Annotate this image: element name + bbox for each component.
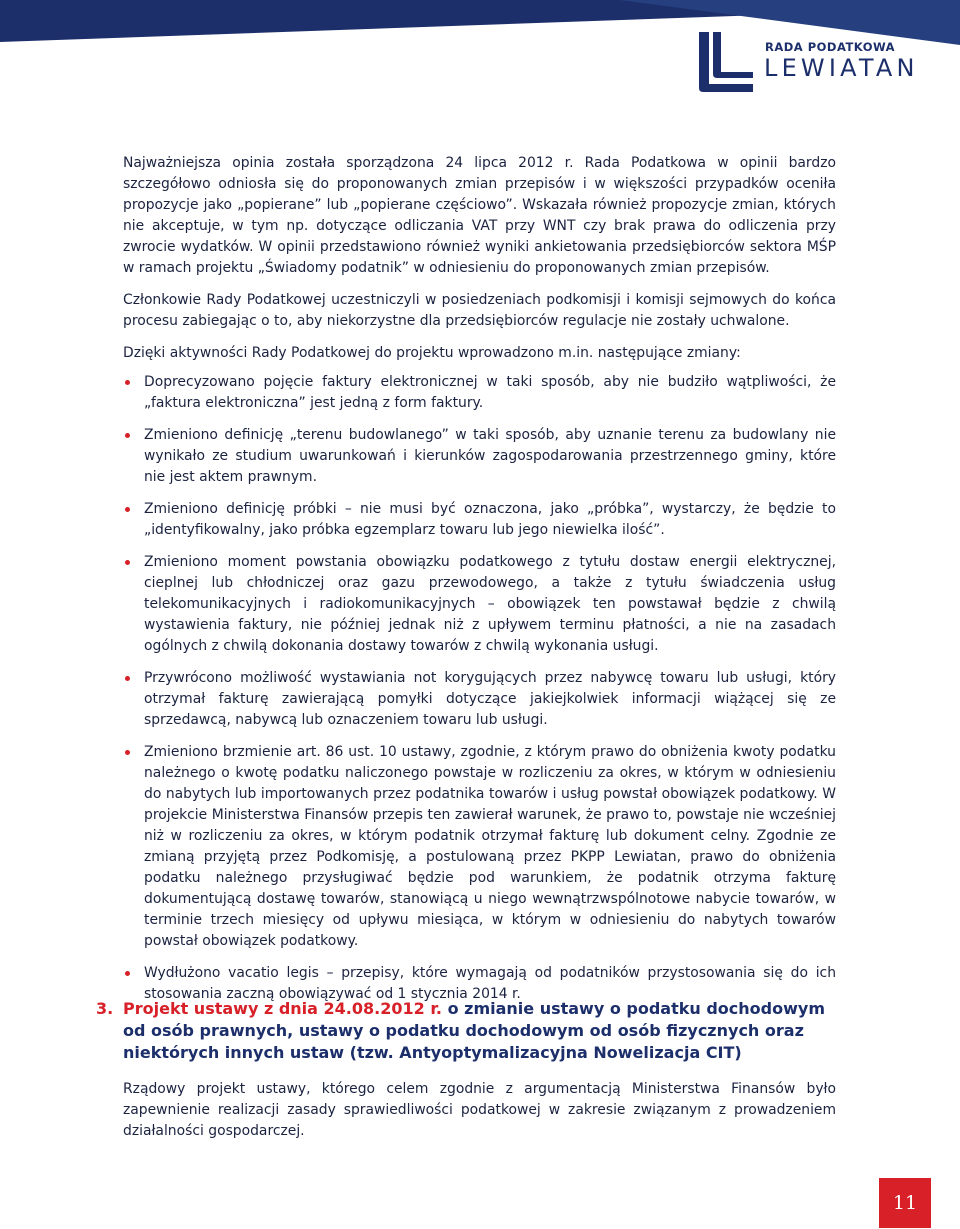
main-content (123, 153, 836, 1016)
page-number: 11 (879, 1178, 931, 1228)
logo-mark-icon (695, 30, 757, 94)
list-item: Zmieniono moment powstania obowiązku podatkowego z tytułu dostaw energii elektrycznej, cieplnej lub chłodniczej oraz gazu przewodowego, a także z tytułu świadczenia usług telekomunikacyjnych i radiokomunikacyjnych – obowiązek ten powstawał będzie z chwilą wystawienia faktury, nie później jednak niż z upływem terminu płatności, a nie na zasadach ogólnych z chwilą dokonania dostawy towarów z chwilą wykonania usługi. (123, 552, 836, 657)
section-title (123, 998, 836, 1064)
paragraph: Członkowie Rady Podatkowej uczestniczyli w posiedzeniach podkomisji i komisji sejmowych do końca procesu zabiegając o to, aby niekorzystne dla przedsiębiorców regulacje nie zostały uchwalone. (123, 292, 836, 329)
section-title-rest: o zmianie ustawy o podatku dochodowym od osób prawnych, ustawy o podatku dochodowym od osób fizycznych oraz niektórych innych ustaw (tzw. Antyoptymalizacyjna Nowelizacja CIT) (123, 999, 825, 1062)
logo-big-text: LEWIATAN (764, 54, 919, 82)
section-paragraph: Rządowy projekt ustawy, którego celem zgodnie z argumentacją Ministerstwa Finansów było zapewnienie realizacji zasady sprawiedliwości podatkowej w zakresie związanym z prowadzeniem działalności gospodarczej. (123, 1081, 836, 1139)
list-item: Zmieniono definicję „terenu budowlanego” w taki sposób, aby uznanie terenu za budowlany nie wynikało ze studium uwarunkowań i kierunków zagospodarowania przestrzennego gminy, które nie jest aktem prawnym. (123, 425, 836, 488)
paragraph: Najważniejsza opinia została sporządzona 24 lipca 2012 r. Rada Podatkowa w opinii bardzo szczegółowo odniosła się do proponowanych zmian przepisów i w większości przypadków oceniła propozycje jako „popierane” lub „popierane częściowo”. Wskazała również propozycje zmian, których nie akceptuje, w tym np. dotyczące odliczania VAT przy WNT czy brak prawa do odliczenia przy zwrocie wydatków. W opinii przedstawiono również wyniki ankietowania przedsiębiorców sektora MŚP w ramach projektu „Świadomy podatnik” w odniesieniu do proponowanych zmian przepisów. (123, 155, 836, 276)
list-item: Zmieniono brzmienie art. 86 ust. 10 ustawy, zgodnie, z którym prawo do obniżenia kwoty podatku należnego o kwotę podatku naliczonego powstaje w rozliczeniu za okres, w którym w odniesieniu do nabytych lub importowanych przez podatnika towarów i usług powstał obowiązek podatkowy. W projekcie Ministerstwa Finansów przepis ten zawierał warunek, że prawo to, powstaje nie wcześniej niż w rozliczeniu za okres, w którym podatnik otrzymał fakturę lub dokument celny. Zgodnie ze zmianą przyjętą przez Podkomisję, a postulowaną przez PKPP Lewiatan, prawo do obniżenia podatku należnego przysługiwać będzie pod warunkiem, że podatnik otrzyma fakturę dokumentującą dostawę towarów, stanowiącą u niego wewnątrzwspólnotowe nabycie towarów, w terminie trzech miesięcy od upływu miesiąca, w którym w odniesieniu do nabytych towarów powstał obowiązek podatkowy. (123, 742, 836, 952)
logo-small-text: RADA PODATKOWA (765, 40, 896, 54)
paragraph: Dzięki aktywności Rady Podatkowej do projektu wprowadzono m.in. następujące zmiany: (123, 345, 741, 361)
list-item: Przywrócono możliwość wystawiania not korygujących przez nabywcę towaru lub usługi, który otrzymał fakturę zawierającą pomyłki dotyczące jakiejkolwiek informacji wiążącej się ze sprzedawcą, nabywcą lub oznaczeniem towaru lub usługi. (123, 668, 836, 731)
lewiatan-logo (695, 30, 919, 94)
section-number: 3. (96, 999, 114, 1018)
changes-list (123, 372, 836, 1005)
list-item: Zmieniono definicję próbki – nie musi być oznaczona, jako „próbka”, wystarczy, że będzie to „identyfikowalny, jako próbka egzemplarz towaru lub jego niewielka ilość”. (123, 499, 836, 541)
section-title-date: Projekt ustawy z dnia 24.08.2012 r. (123, 999, 442, 1018)
section-heading (96, 998, 836, 1064)
list-item: Wydłużono vacatio legis – przepisy, które wymagają od podatników przystosowania się do ich stosowania zaczną obowiązywać od 1 stycznia 2014 r. (123, 963, 836, 1005)
list-item: Doprecyzowano pojęcie faktury elektronicznej w taki sposób, aby nie budziło wątpliwości, że „faktura elektroniczna” jest jedną z form faktury. (123, 372, 836, 414)
